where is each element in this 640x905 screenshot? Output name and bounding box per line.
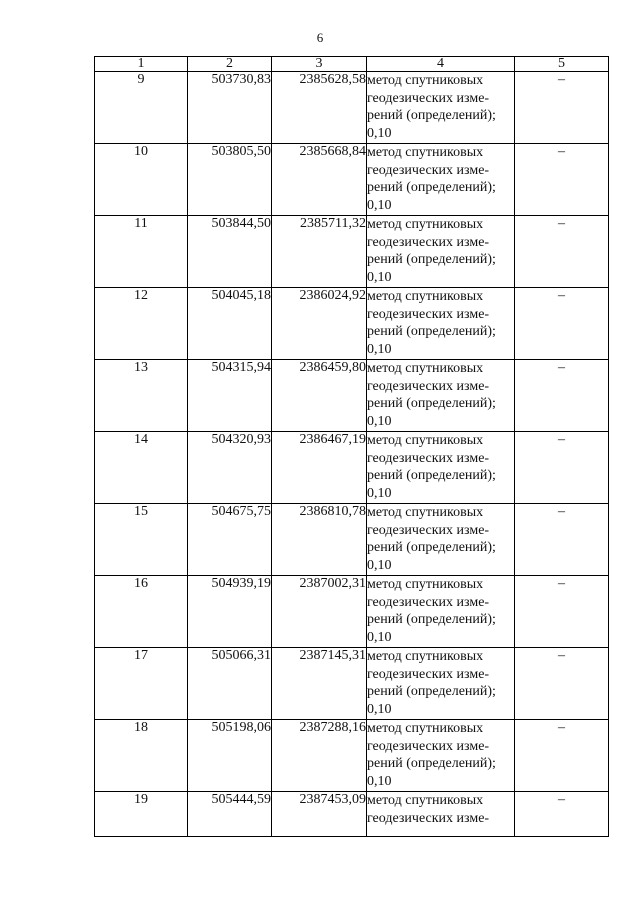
table-header-row — [95, 57, 609, 72]
y-coordinate-cell: 2387002,31 — [272, 576, 367, 648]
point-number-cell: 9 — [95, 72, 188, 144]
column-header-2: 2 — [188, 57, 272, 72]
point-number-cell: 18 — [95, 720, 188, 792]
y-coordinate-cell: 2386459,80 — [272, 360, 367, 432]
x-coordinate-cell: 505198,06 — [188, 720, 272, 792]
column-header-5: 5 — [515, 57, 609, 72]
method-cell: метод спутниковых геодезических изме- рений (определений); 0,10 — [367, 720, 515, 792]
note-cell: – — [515, 648, 609, 720]
y-coordinate-cell: 2385711,32 — [272, 216, 367, 288]
note-cell: – — [515, 288, 609, 360]
x-coordinate-cell: 504320,93 — [188, 432, 272, 504]
note-cell: – — [515, 144, 609, 216]
method-cell: метод спутниковых геодезических изме- рений (определений); 0,10 — [367, 216, 515, 288]
table-row — [95, 648, 609, 720]
y-coordinate-cell: 2385628,58 — [272, 72, 367, 144]
table-row — [95, 216, 609, 288]
page-number: 6 — [316, 30, 324, 45]
table-row — [95, 576, 609, 648]
table-row — [95, 504, 609, 576]
column-header-4: 4 — [367, 57, 515, 72]
y-coordinate-cell: 2385668,84 — [272, 144, 367, 216]
y-coordinate-cell: 2386810,78 — [272, 504, 367, 576]
column-header-3: 3 — [272, 57, 367, 72]
table-row — [95, 432, 609, 504]
note-cell: – — [515, 432, 609, 504]
column-header-1: 1 — [95, 57, 188, 72]
x-coordinate-cell: 503805,50 — [188, 144, 272, 216]
point-number-cell: 11 — [95, 216, 188, 288]
x-coordinate-cell: 503730,83 — [188, 72, 272, 144]
method-cell: метод спутниковых геодезических изме- рений (определений); 0,10 — [367, 144, 515, 216]
x-coordinate-cell: 504939,19 — [188, 576, 272, 648]
x-coordinate-cell: 504675,75 — [188, 504, 272, 576]
x-coordinate-cell: 504045,18 — [188, 288, 272, 360]
y-coordinate-cell: 2386467,19 — [272, 432, 367, 504]
x-coordinate-cell: 505444,59 — [188, 792, 272, 837]
x-coordinate-cell: 505066,31 — [188, 648, 272, 720]
method-cell: метод спутниковых геодезических изме- рений (определений); 0,10 — [367, 504, 515, 576]
point-number-cell: 10 — [95, 144, 188, 216]
point-number-cell: 19 — [95, 792, 188, 837]
method-cell: метод спутниковых геодезических изме- рений (определений); 0,10 — [367, 72, 515, 144]
method-cell: метод спутниковых геодезических изме- рений (определений); 0,10 — [367, 576, 515, 648]
table-row — [95, 360, 609, 432]
table-row — [95, 792, 609, 837]
coordinates-table — [94, 56, 609, 837]
point-number-cell: 14 — [95, 432, 188, 504]
table-row — [95, 288, 609, 360]
note-cell: – — [515, 360, 609, 432]
y-coordinate-cell: 2387145,31 — [272, 648, 367, 720]
note-cell: – — [515, 576, 609, 648]
x-coordinate-cell: 504315,94 — [188, 360, 272, 432]
y-coordinate-cell: 2387453,09 — [272, 792, 367, 837]
table-row — [95, 144, 609, 216]
note-cell: – — [515, 72, 609, 144]
table-row — [95, 72, 609, 144]
note-cell: – — [515, 792, 609, 837]
method-cell: метод спутниковых геодезических изме- рений (определений); 0,10 — [367, 360, 515, 432]
point-number-cell: 16 — [95, 576, 188, 648]
table-body — [95, 72, 609, 837]
x-coordinate-cell: 503844,50 — [188, 216, 272, 288]
note-cell: – — [515, 216, 609, 288]
y-coordinate-cell: 2387288,16 — [272, 720, 367, 792]
y-coordinate-cell: 2386024,92 — [272, 288, 367, 360]
note-cell: – — [515, 504, 609, 576]
table-row — [95, 720, 609, 792]
method-cell: метод спутниковых геодезических изме- рений (определений); 0,10 — [367, 432, 515, 504]
method-cell: метод спутниковых геодезических изме- — [367, 792, 515, 837]
note-cell: – — [515, 720, 609, 792]
point-number-cell: 12 — [95, 288, 188, 360]
method-cell: метод спутниковых геодезических изме- рений (определений); 0,10 — [367, 648, 515, 720]
point-number-cell: 15 — [95, 504, 188, 576]
point-number-cell: 13 — [95, 360, 188, 432]
point-number-cell: 17 — [95, 648, 188, 720]
method-cell: метод спутниковых геодезических изме- рений (определений); 0,10 — [367, 288, 515, 360]
